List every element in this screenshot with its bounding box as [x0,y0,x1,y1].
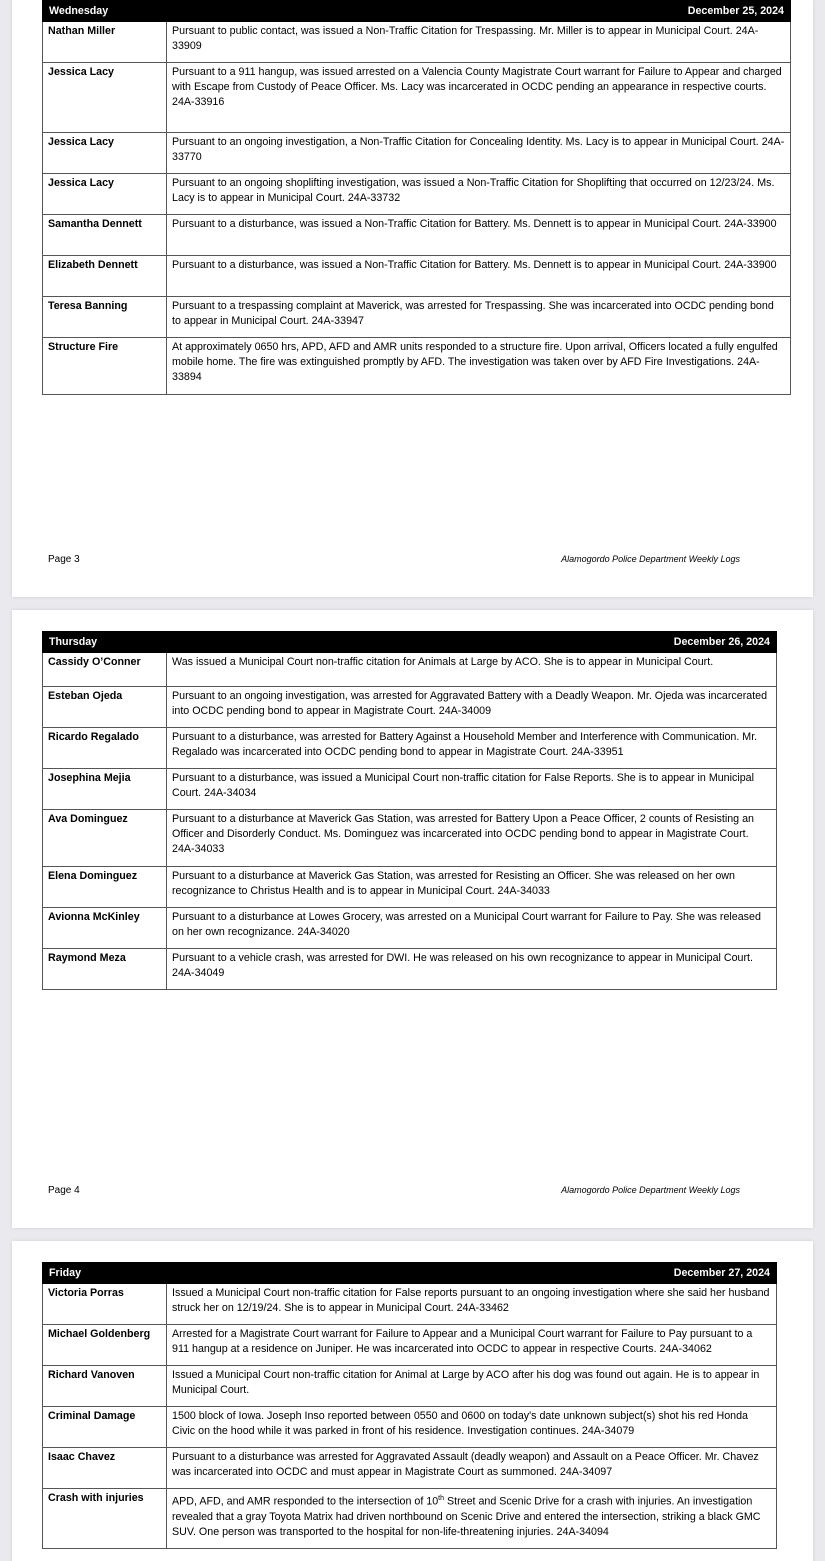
day-header [43,1263,777,1284]
day-header [43,1,791,22]
entry-name: Criminal Damage [43,1407,167,1448]
log-page-4 [12,610,813,1228]
page-number: Page 3 [48,554,80,565]
entry-name: Josephina Mejia [43,769,167,810]
entry-detail: Was issued a Municipal Court non-traffic citation for Animals at Large by ACO. She is to appear in Municipal Court. [167,653,777,687]
entry-detail: Issued a Municipal Court non-traffic citation for False reports pursuant to an ongoing investigation where she said her husband struck her on 12/19/24. She is to appear in Municipal Court. 24A-33462 [167,1284,777,1325]
day-label: Friday [43,1263,167,1284]
entry-detail: Pursuant to an ongoing investigation, was arrested for Aggravated Battery with a Deadly Weapon. Mr. Ojeda was incarcerated into OCDC pending bond to appear in Magistrate Court. 24A-34009 [167,687,777,728]
table-row [43,1284,777,1325]
day-date: December 27, 2024 [167,1263,777,1284]
footer-title: Alamogordo Police Department Weekly Logs [561,1185,740,1195]
table-row [43,22,791,63]
table-row [43,1489,777,1549]
table-row [43,338,791,395]
table-row [43,728,777,769]
entry-detail: Pursuant to a disturbance, was issued a Non-Traffic Citation for Battery. Ms. Dennett is to appear in Municipal Court. 24A-33900 [167,215,791,256]
ordinal-suffix: th [438,1495,444,1502]
entry-name: Raymond Meza [43,949,167,990]
log-page-3 [12,0,813,597]
table-row [43,908,777,949]
entry-detail: Pursuant to a trespassing complaint at Maverick, was arrested for Trespassing. She was incarcerated into OCDC pending bond to appear in Municipal Court. 24A-33947 [167,297,791,338]
table-row [43,215,791,256]
entry-name: Cassidy O’Conner [43,653,167,687]
entry-detail: Issued a Municipal Court non-traffic citation for Animal at Large by ACO after his dog was found out again. He is to appear in Municipal Court. [167,1366,777,1407]
table-row [43,256,791,297]
entry-name: Michael Goldenberg [43,1325,167,1366]
entry-detail: Pursuant to a disturbance, was issued a Non-Traffic Citation for Battery. Ms. Dennett is to appear in Municipal Court. 24A-33900 [167,256,791,297]
table-row [43,133,791,174]
day-label: Thursday [43,632,167,653]
footer-title: Alamogordo Police Department Weekly Logs [561,554,740,564]
entry-detail: Pursuant to a disturbance, was issued a Municipal Court non-traffic citation for False Reports. She is to appear in Municipal Court. 24A-34034 [167,769,777,810]
entry-name: Richard Vanoven [43,1366,167,1407]
day-header [43,632,777,653]
page-number: Page 4 [48,1185,80,1196]
entry-name: Teresa Banning [43,297,167,338]
entry-name: Isaac Chavez [43,1448,167,1489]
table-row [43,810,777,867]
table-row [43,1325,777,1366]
entry-detail: Arrested for a Magistrate Court warrant for Failure to Appear and a Municipal Court warrant for Failure to Pay pursuant to a 911 hangup at a residence on Juniper. He was incarcerated into OCDC to appear in respective Courts. 24A-34062 [167,1325,777,1366]
detail-text: APD, AFD, and AMR responded to the intersection of 10 [172,1495,439,1508]
table-row [43,949,777,990]
log-table-wednesday [42,0,791,395]
entry-name: Elena Dominguez [43,867,167,908]
entry-name: Samantha Dennett [43,215,167,256]
table-row [43,867,777,908]
entry-name: Nathan Miller [43,22,167,63]
table-row [43,1407,777,1448]
entry-name: Victoria Porras [43,1284,167,1325]
entry-name: Esteban Ojeda [43,687,167,728]
entry-name: Jessica Lacy [43,63,167,133]
entry-name: Elizabeth Dennett [43,256,167,297]
day-label: Wednesday [43,1,167,22]
entry-detail: 1500 block of Iowa. Joseph Inso reported between 0550 and 0600 on today's date unknown subject(s) shot his red Honda Civic on the hood while it was parked in front of his residence. Investigation continues. 24A-34079 [167,1407,777,1448]
entry-detail: Pursuant to an ongoing investigation, a Non-Traffic Citation for Concealing Identity. Ms. Lacy is to appear in Municipal Court. 24A-33770 [167,133,791,174]
entry-detail: Pursuant to a 911 hangup, was issued arrested on a Valencia County Magistrate Court warrant for Failure to Appear and charged with Escape from Custody of Peace Officer. Ms. Lacy was incarcerated in OCDC pending an appearance in respective courts. 24A-33916 [167,63,791,133]
entry-detail: Pursuant to a disturbance was arrested for Aggravated Assault (deadly weapon) and Assault on a Peace Officer. Mr. Chavez was incarcerated into OCDC and must appear in Magistrate Court as summoned. 24A-34097 [167,1448,777,1489]
log-page-5 [12,1241,813,1561]
log-table-friday [42,1262,777,1549]
entry-detail: Pursuant to an ongoing shoplifting investigation, was issued a Non-Traffic Citation for Shoplifting that occurred on 12/23/24. Ms. Lacy is to appear in Municipal Court. 24A-33732 [167,174,791,215]
detail-text: Street and Scenic Drive for a crash with injuries. An investigation revealed that a gray Toyota Matrix had driven northbound on Scenic Drive and entered the intersection, striking a black GMC SUV. One person was transported to the hospital for non-life-threatening injuries. 24A-34094 [172,1495,761,1538]
table-row [43,769,777,810]
entry-detail [167,1489,777,1549]
entry-detail: Pursuant to public contact, was issued a Non-Traffic Citation for Trespassing. Mr. Miller is to appear in Municipal Court. 24A-33909 [167,22,791,63]
entry-detail: At approximately 0650 hrs, APD, AFD and AMR units responded to a structure fire. Upon arrival, Officers located a fully engulfed mobile home. The fire was extinguished promptly by AFD. The investigation was taken over by AFD Fire Investigations. 24A-33894 [167,338,791,395]
entry-name: Ricardo Regalado [43,728,167,769]
table-row [43,1366,777,1407]
table-row [43,174,791,215]
entry-name: Crash with injuries [43,1489,167,1549]
entry-detail: Pursuant to a disturbance, was arrested for Battery Against a Household Member and Interference with Communication. Mr. Regalado was incarcerated into OCDC pending bond to appear in Magistrate Court. 24A-33951 [167,728,777,769]
entry-detail: Pursuant to a vehicle crash, was arrested for DWI. He was released on his own recognizance to appear in Municipal Court. 24A-34049 [167,949,777,990]
entry-name: Avionna McKinley [43,908,167,949]
entry-name: Ava Dominguez [43,810,167,867]
entry-name: Structure Fire [43,338,167,395]
entry-name: Jessica Lacy [43,174,167,215]
day-date: December 25, 2024 [167,1,791,22]
entry-detail: Pursuant to a disturbance at Lowes Grocery, was arrested on a Municipal Court warrant for Failure to Pay. She was released on her own recognizance. 24A-34020 [167,908,777,949]
entry-detail: Pursuant to a disturbance at Maverick Gas Station, was arrested for Battery Upon a Peace Officer, 2 counts of Resisting an Officer and Disorderly Conduct. Ms. Dominguez was incarcerated into OCDC pending bond to appear in Magistrate Court. 24A-34033 [167,810,777,867]
table-row [43,1448,777,1489]
table-row [43,687,777,728]
table-row [43,653,777,687]
entry-detail: Pursuant to a disturbance at Maverick Gas Station, was arrested for Resisting an Officer. She was released on her own recognizance to Christus Health and is to appear in Municipal Court. 24A-34033 [167,867,777,908]
table-row [43,63,791,133]
day-date: December 26, 2024 [167,632,777,653]
entry-name: Jessica Lacy [43,133,167,174]
table-row [43,297,791,338]
log-table-thursday [42,631,777,990]
